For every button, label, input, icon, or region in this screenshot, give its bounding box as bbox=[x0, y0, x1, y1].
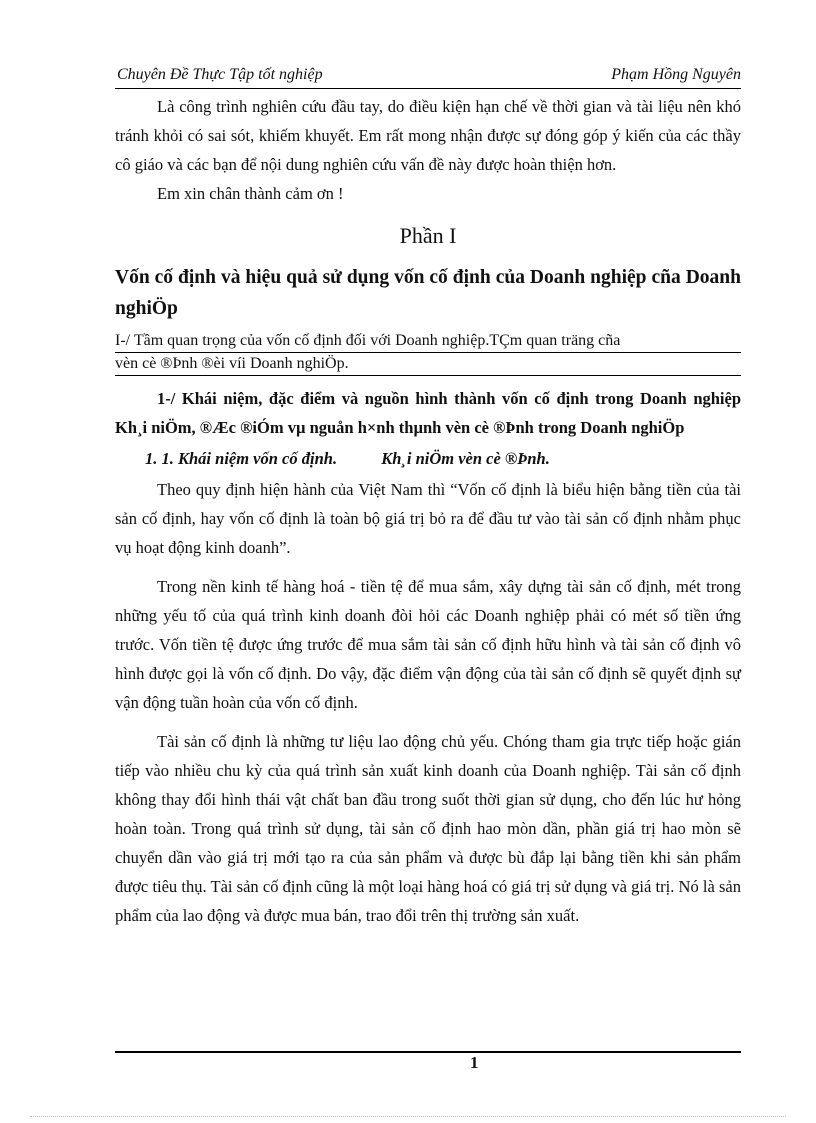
subsubsection-heading-a: 1. 1. Khái niệm vốn cố định. bbox=[145, 449, 338, 468]
section-heading-line-2: vèn cè ®Þnh ®èi víi Doanh nghiÖp. bbox=[115, 355, 349, 372]
paragraph: Theo quy định hiện hành của Việt Nam thì “Vốn cố định là biểu hiện bằng tiền của tài sản cố định, hay vốn cố định là toàn bộ giá trị bỏ ra để đầu tư vào tài sản cố định nhằm phục vụ hoạt động kinh doanh”. bbox=[115, 480, 741, 557]
subsubsection-heading bbox=[145, 444, 741, 473]
paragraph: Trong nền kinh tế hàng hoá - tiền tệ để mua sắm, xây dựng tài sản cố định, mét trong những yếu tố của quá trình kinh doanh đòi hỏi các Doanh nghiệp phải có mét số tiền ứng trước. Vốn tiền tệ được ứng trước để mua sắm tài sản cố định hữu hình và tài sản cố định vô hình được gọi là vốn cố định. Do vậy, đặc điểm vận động của tài sản cố định sẽ quyết định sự vận động tuần hoàn của vốn cố định. bbox=[115, 577, 741, 712]
page-body bbox=[115, 92, 741, 930]
page-number: 1 bbox=[470, 1053, 479, 1072]
header-author: Phạm Hồng Nguyên bbox=[611, 66, 741, 83]
header-document-title: Chuyên Đề Thực Tập tốt nghiệp bbox=[117, 66, 323, 83]
page-bottom-dotted-rule bbox=[30, 1116, 786, 1117]
section-heading bbox=[115, 330, 741, 376]
footer-rule bbox=[115, 1051, 741, 1053]
part-title: Phần I bbox=[399, 223, 457, 248]
thanks-line: Em xin chân thành cảm ơn ! bbox=[157, 184, 344, 203]
subsubsection-heading-b: Kh¸i niÖm vèn cè ®Þnh. bbox=[381, 449, 550, 468]
section-heading-line-1: I-/ Tầm quan trọng của vốn cố định đối với Doanh nghiệp.TÇm quan träng cña bbox=[115, 330, 741, 353]
paragraph: Tài sản cố định là những tư liệu lao động chủ yếu. Chóng tham gia trực tiếp hoặc gián tiếp vào nhiều chu kỳ của quá trình sản xuất kinh doanh của Doanh nghiệp. Tài sản cố định không thay đổi hình thái vật chất ban đầu trong suốt thời gian sử dụng, cho đến lúc hư hỏng hoàn toàn. Trong quá trình sử dụng, tài sản cố định hao mòn dần, phần giá trị hao mòn sẽ chuyển dần vào giá trị mới tạo ra của sản phẩm và được bù đắp lại bằng tiền khi sản phẩm được tiêu thụ. Tài sản cố định cũng là một loại hàng hoá có giá trị sử dụng và giá trị. Nó là sản phẩm của lao động và được mua bán, trao đổi trên thị trường sản xuất. bbox=[115, 732, 741, 925]
page-header bbox=[115, 64, 741, 89]
chapter-title: Vốn cố định và hiệu quả sử dụng vốn cố định của Doanh nghiệp cña Doanh nghiÖp bbox=[115, 267, 741, 319]
intro-paragraph: Là công trình nghiên cứu đầu tay, do điều kiện hạn chế về thời gian và tài liệu nên khó tránh khỏi có sai sót, khiếm khuyết. Em rất mong nhận được sự đóng góp ý kiến của các thầy cô giáo và các bạn để nội dung nghiên cứu vấn đề này được hoàn thiện hơn. bbox=[115, 97, 741, 174]
subsection-heading: 1-/ Khái niệm, đặc điểm và nguồn hình thành vốn cố định trong Doanh nghiệp Kh¸i niÖm, ®Æc ®iÓm vµ nguån h×nh thµnh vèn cè ®Þnh trong Doanh nghiÖp bbox=[115, 389, 741, 437]
